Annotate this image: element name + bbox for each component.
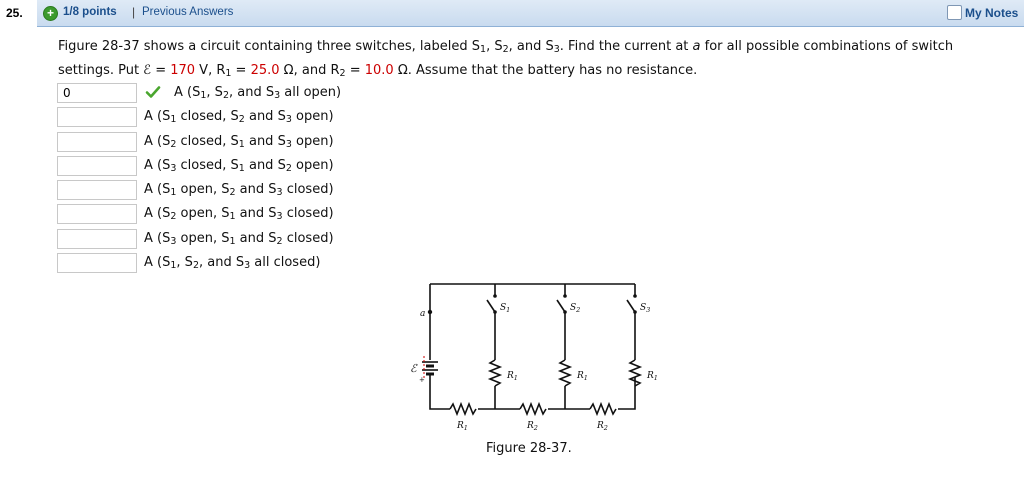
- switch-subscript: 1: [170, 187, 177, 199]
- label-text: A (S: [144, 157, 171, 173]
- answer-unit-label: [144, 131, 334, 153]
- q-text: =: [231, 63, 251, 78]
- left-wire-lower: [430, 373, 450, 409]
- label-text: and S: [235, 182, 277, 198]
- q-text: settings. Put ℰ =: [58, 63, 171, 78]
- r1-bottom-resistor: [450, 404, 476, 414]
- label-text: and S: [244, 109, 286, 125]
- label-text: open): [291, 109, 334, 125]
- r2-bottom-resistor-a: [520, 404, 546, 414]
- q-point-a: a: [692, 39, 701, 54]
- points-score: 1/8 points: [63, 6, 117, 18]
- switch-s2-blade: [557, 300, 565, 312]
- label-text: open): [291, 157, 334, 173]
- label-text: A (S: [144, 255, 171, 271]
- label-text: and S: [244, 133, 286, 149]
- label-a: a: [420, 309, 426, 319]
- circuit-figure: [410, 276, 660, 436]
- r1-value: 25.0: [250, 63, 280, 78]
- label-emf: ℰ: [410, 362, 417, 375]
- answer-input[interactable]: [57, 253, 137, 273]
- switch-subscript: 3: [276, 187, 283, 199]
- q-sub: 3: [553, 44, 560, 55]
- answer-unit-label: [174, 82, 341, 104]
- label-text: closed): [282, 182, 334, 198]
- label-text: closed): [282, 206, 334, 222]
- answer-unit-label: [144, 252, 320, 274]
- label-text: A (S: [144, 133, 171, 149]
- switch-subscript: 2: [276, 235, 283, 247]
- label-text: A (S: [144, 182, 171, 198]
- switch-subscript: 3: [276, 211, 283, 223]
- my-notes-link[interactable]: My Notes: [965, 6, 1019, 20]
- label-s3: $S_3$: [640, 303, 651, 314]
- question-line-1: [58, 35, 1008, 59]
- label-s2: $S_2$: [570, 303, 581, 314]
- switch-subscript: 1: [170, 114, 177, 126]
- label-text: all open): [280, 85, 342, 100]
- q-text: Ω. Assume that the battery has no resistance.: [393, 63, 698, 78]
- q-text: V, R: [195, 63, 226, 78]
- label-r1-a: $R_1$: [507, 371, 518, 382]
- switch-subscript: 3: [285, 114, 292, 126]
- my-notes-checkbox[interactable]: [947, 5, 962, 20]
- answer-unit-label: [144, 155, 334, 177]
- label-text: open, S: [176, 206, 230, 222]
- label-r1-bottom: $R_1$: [457, 421, 468, 432]
- q-text: for all possible combinations of switch: [700, 39, 954, 54]
- q-text: , and S: [508, 39, 554, 54]
- answer-input[interactable]: [57, 204, 137, 224]
- q-text: , S: [486, 39, 503, 54]
- separator: |: [132, 5, 136, 19]
- correct-check-icon: [145, 84, 161, 100]
- r1-branch-resistor-b: [560, 360, 570, 386]
- emf-value: 170: [170, 63, 196, 78]
- switch-subscript: 2: [229, 187, 236, 199]
- answer-input[interactable]: [57, 180, 137, 200]
- switch-subscript: 2: [238, 114, 245, 126]
- q-text: Figure 28-37 shows a circuit containing three switches, labeled S: [58, 39, 481, 54]
- label-r1-b: $R_1$: [577, 371, 588, 382]
- label-text: and S: [235, 230, 277, 246]
- switch-subscript: 3: [170, 235, 177, 247]
- label-r2-a: $R_2$: [527, 421, 538, 432]
- plus-icon[interactable]: +: [43, 6, 58, 21]
- q-sub: 2: [502, 44, 509, 55]
- answer-input[interactable]: [57, 156, 137, 176]
- switch-subscript: 2: [170, 138, 177, 150]
- switch-subscript: 3: [170, 162, 177, 174]
- question-line-2: [58, 59, 1008, 83]
- switch-subscript: 1: [238, 162, 245, 174]
- switch-subscript: 2: [192, 260, 199, 272]
- q-text: Ω, and R: [279, 63, 340, 78]
- q-sub: 1: [225, 68, 232, 79]
- switch-subscript: 3: [285, 138, 292, 150]
- r1-branch-resistor-a: [490, 360, 500, 386]
- label-r1-c: $R_1$: [647, 371, 658, 382]
- label-text: closed, S: [176, 133, 239, 149]
- question-header-bar: [37, 0, 1024, 27]
- label-text: , and S: [228, 85, 275, 100]
- label-text: closed, S: [176, 109, 239, 125]
- label-text: closed): [282, 230, 334, 246]
- switch-subscript: 1: [229, 211, 236, 223]
- answer-input[interactable]: [57, 83, 137, 103]
- answer-unit-label: [144, 228, 334, 250]
- switch-s1-blade: [487, 300, 495, 312]
- label-text: , and S: [198, 255, 245, 271]
- label-s1: $S_1$: [500, 303, 511, 314]
- q-text: =: [345, 63, 365, 78]
- answer-unit-label: [144, 203, 334, 225]
- label-text: closed, S: [176, 157, 239, 173]
- switch-subscript: 3: [274, 90, 281, 101]
- label-text: , S: [206, 85, 223, 100]
- q-sub: 1: [480, 44, 487, 55]
- question-number: 25.: [6, 6, 23, 20]
- answer-unit-label: [144, 106, 334, 128]
- switch-subscript: 3: [244, 260, 251, 272]
- r2-value: 10.0: [364, 63, 394, 78]
- label-text: open, S: [176, 182, 230, 198]
- answer-input[interactable]: [57, 229, 137, 249]
- previous-answers-link[interactable]: Previous Answers: [142, 6, 234, 18]
- q-sub: 2: [339, 68, 346, 79]
- q-text: . Find the current at: [559, 39, 693, 54]
- switch-subscript: 2: [222, 90, 229, 101]
- label-r2-b: $R_2$: [597, 421, 608, 432]
- label-text: open, S: [176, 230, 230, 246]
- switch-subscript: 1: [200, 90, 207, 101]
- label-text: and S: [244, 157, 286, 173]
- r2-bottom-resistor-b: [590, 404, 616, 414]
- answer-unit-label: [144, 179, 334, 201]
- label-text: A (S: [144, 230, 171, 246]
- label-text: open): [291, 133, 334, 149]
- switch-subscript: 2: [285, 162, 292, 174]
- node-a-dot: [428, 310, 432, 314]
- switch-subscript: 1: [229, 235, 236, 247]
- answer-input[interactable]: [57, 132, 137, 152]
- label-text: , S: [176, 255, 193, 271]
- label-text: A (S: [144, 109, 171, 125]
- label-text: A (S: [144, 206, 171, 222]
- switch-subscript: 2: [170, 211, 177, 223]
- answer-input[interactable]: [57, 107, 137, 127]
- question-text: [58, 35, 1008, 83]
- switch-subscript: 1: [170, 260, 177, 272]
- switch-subscript: 1: [238, 138, 245, 150]
- label-text: all closed): [250, 255, 321, 271]
- figure-caption: Figure 28-37.: [486, 441, 572, 456]
- label-text: and S: [235, 206, 277, 222]
- label-text: A (S: [174, 85, 201, 100]
- label-plus: +: [419, 376, 425, 384]
- switch-s3-blade: [627, 300, 635, 312]
